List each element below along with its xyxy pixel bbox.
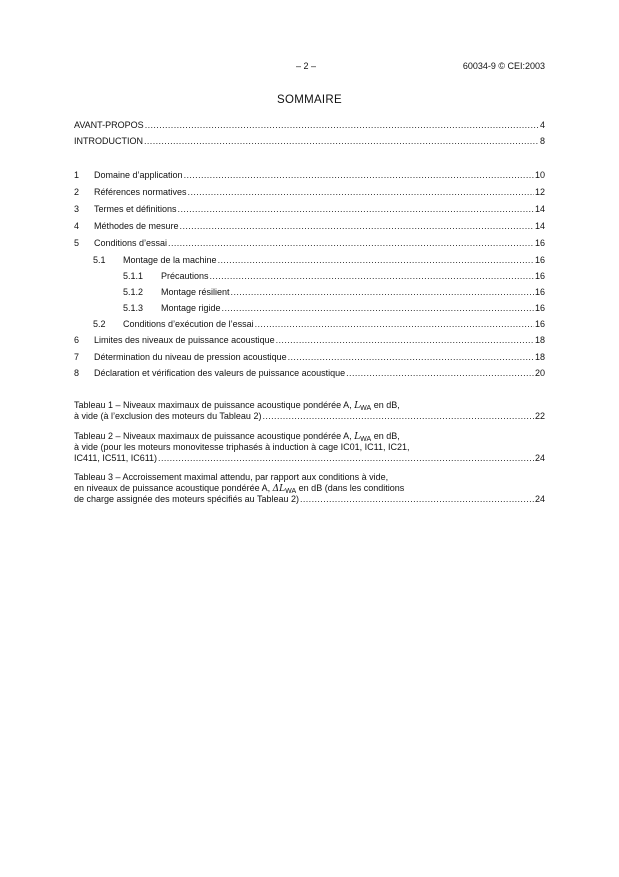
toc-entry-page: 20 bbox=[534, 368, 545, 378]
toc-entry-section-5-1-2[interactable] bbox=[123, 285, 545, 299]
dot-leader bbox=[231, 285, 534, 299]
dot-leader bbox=[262, 411, 534, 422]
section-number: 5.1.1 bbox=[123, 271, 144, 281]
toc-entry-section-7[interactable] bbox=[74, 350, 545, 364]
toc-entry-page: 24 bbox=[534, 453, 545, 463]
toc-entry-title: Détermination du niveau de pression acoustique bbox=[94, 352, 287, 362]
toc-entry-section-8[interactable] bbox=[74, 366, 545, 380]
table-entry-line: à vide (pour les moteurs monovitesse triphasés à induction à cage IC01, IC11, IC21, bbox=[74, 442, 410, 452]
dot-leader bbox=[180, 219, 534, 233]
symbol-subscript: WA bbox=[360, 405, 372, 412]
symbol-subscript: WA bbox=[285, 488, 297, 495]
table-entry-line bbox=[74, 431, 545, 442]
toc-entry-page: 22 bbox=[534, 411, 545, 421]
toc-entry-section-5-1-1[interactable] bbox=[123, 269, 545, 283]
table-entry-text: Tableau 2 – Niveaux maximaux de puissance acoustique pondérée A, bbox=[74, 431, 355, 441]
toc-entry-title: Montage résilient bbox=[161, 287, 230, 297]
section-number: 5.1.3 bbox=[123, 303, 144, 313]
toc-entry-section-6[interactable] bbox=[74, 333, 545, 347]
toc-entry-title: Déclaration et vérification des valeurs de puissance acoustique bbox=[94, 368, 346, 378]
toc-entry-title: Termes et définitions bbox=[94, 204, 177, 214]
toc-entry-page: 14 bbox=[534, 221, 545, 231]
dot-leader bbox=[184, 168, 534, 182]
section-number: 4 bbox=[74, 221, 80, 231]
table-entry-text: Tableau 1 – Niveaux maximaux de puissance acoustique pondérée A, bbox=[74, 400, 355, 410]
toc-entry-title: Conditions d’essai bbox=[94, 238, 168, 248]
document-reference: 60034-9 © CEI:2003 bbox=[462, 61, 545, 71]
symbol-subscript: WA bbox=[360, 436, 372, 443]
toc-entry-section-1[interactable] bbox=[74, 168, 545, 182]
toc-title: SOMMAIRE bbox=[276, 94, 342, 106]
table-entry-text: à vide (à l’exclusion des moteurs du Tableau 2) bbox=[74, 411, 262, 421]
toc-entry-section-5-1-3[interactable] bbox=[123, 301, 545, 315]
toc-entry-introduction[interactable] bbox=[74, 134, 545, 148]
toc-entry-section-3[interactable] bbox=[74, 202, 545, 216]
toc-entry-title: Précautions bbox=[161, 271, 209, 281]
dot-leader bbox=[144, 134, 539, 148]
section-number: 5 bbox=[74, 238, 80, 248]
table-entry-text: en niveaux de puissance acoustique pondérée A, bbox=[74, 483, 273, 493]
table-entry-text: de charge assignée des moteurs spécifiés au Tableau 2) bbox=[74, 494, 299, 504]
toc-entry-title: Méthodes de mesure bbox=[94, 221, 179, 231]
section-number: 5.1 bbox=[93, 255, 106, 265]
toc-entry-section-5-2[interactable] bbox=[93, 317, 545, 331]
table-entry-text: IC411, IC511, IC611) bbox=[74, 453, 158, 463]
table-entry-text: en dB (dans les conditions bbox=[296, 483, 405, 493]
page-number: – 2 – bbox=[296, 61, 317, 71]
toc-entry-title: Montage rigide bbox=[161, 303, 221, 313]
dot-leader bbox=[145, 118, 539, 132]
toc-entry-title: Limites des niveaux de puissance acoustique bbox=[94, 335, 275, 345]
table-entry-text: en dB, bbox=[371, 431, 400, 441]
table-entry-line bbox=[74, 483, 545, 494]
toc-entry-tableau-3[interactable] bbox=[74, 472, 545, 505]
toc-entry-page: 14 bbox=[534, 204, 545, 214]
section-number: 2 bbox=[74, 187, 80, 197]
toc-entry-page: 16 bbox=[534, 271, 545, 281]
toc-entry-section-4[interactable] bbox=[74, 219, 545, 233]
toc-entry-page: 10 bbox=[534, 170, 545, 180]
symbol-delta-L: ΔL bbox=[272, 484, 286, 494]
toc-entry-section-5[interactable] bbox=[74, 236, 545, 250]
dot-leader bbox=[255, 317, 534, 331]
dot-leader bbox=[276, 333, 534, 347]
section-number: 6 bbox=[74, 335, 80, 345]
toc-entry-section-5-1[interactable] bbox=[93, 253, 545, 267]
toc-entry-page: 18 bbox=[534, 335, 545, 345]
dot-leader bbox=[158, 453, 534, 464]
symbol-L: L bbox=[354, 432, 361, 442]
table-entry-line: Tableau 3 – Accroissement maximal attendu, par rapport aux conditions à vide, bbox=[74, 472, 389, 482]
dot-leader bbox=[218, 253, 534, 267]
toc-entry-page: 4 bbox=[539, 120, 545, 130]
dot-leader bbox=[288, 350, 534, 364]
toc-entry-title: Conditions d’exécution de l’essai bbox=[123, 319, 254, 329]
section-number: 1 bbox=[74, 170, 80, 180]
toc-entry-page: 16 bbox=[534, 255, 545, 265]
toc-entry-page: 16 bbox=[534, 319, 545, 329]
toc-entry-tableau-1[interactable] bbox=[74, 400, 545, 422]
dot-leader bbox=[210, 269, 534, 283]
table-entry-line bbox=[74, 400, 545, 411]
toc-entry-page: 16 bbox=[534, 238, 545, 248]
section-number: 7 bbox=[74, 352, 80, 362]
table-entry-line bbox=[74, 494, 545, 505]
section-number: 8 bbox=[74, 368, 80, 378]
toc-entry-page: 12 bbox=[534, 187, 545, 197]
toc-entry-title: Domaine d’application bbox=[94, 170, 183, 180]
toc-entry-tableau-2[interactable] bbox=[74, 431, 545, 464]
toc-entry-title: INTRODUCTION bbox=[74, 136, 143, 146]
symbol-L: L bbox=[354, 401, 361, 411]
dot-leader bbox=[188, 185, 534, 199]
section-number: 5.1.2 bbox=[123, 287, 144, 297]
toc-entry-title: Montage de la machine bbox=[123, 255, 217, 265]
table-entry-text: en dB, bbox=[371, 400, 400, 410]
toc-entry-page: 16 bbox=[534, 303, 545, 313]
dot-leader bbox=[178, 202, 534, 216]
section-number: 3 bbox=[74, 204, 80, 214]
toc-entry-page: 8 bbox=[539, 136, 545, 146]
toc-entry-avant-propos[interactable] bbox=[74, 118, 545, 132]
dot-leader bbox=[300, 494, 534, 505]
toc-entry-page: 24 bbox=[534, 494, 545, 504]
section-number: 5.2 bbox=[93, 319, 106, 329]
toc-entry-page: 16 bbox=[534, 287, 545, 297]
dot-leader bbox=[222, 301, 534, 315]
toc-entry-title: Références normatives bbox=[94, 187, 187, 197]
page-header bbox=[0, 61, 619, 75]
table-entry-line bbox=[74, 411, 545, 422]
toc-entry-title: AVANT-PROPOS bbox=[74, 120, 144, 130]
dot-leader bbox=[168, 236, 534, 250]
dot-leader bbox=[346, 366, 534, 380]
toc-entry-page: 18 bbox=[534, 352, 545, 362]
table-entry-line bbox=[74, 453, 545, 464]
toc-entry-section-2[interactable] bbox=[74, 185, 545, 199]
